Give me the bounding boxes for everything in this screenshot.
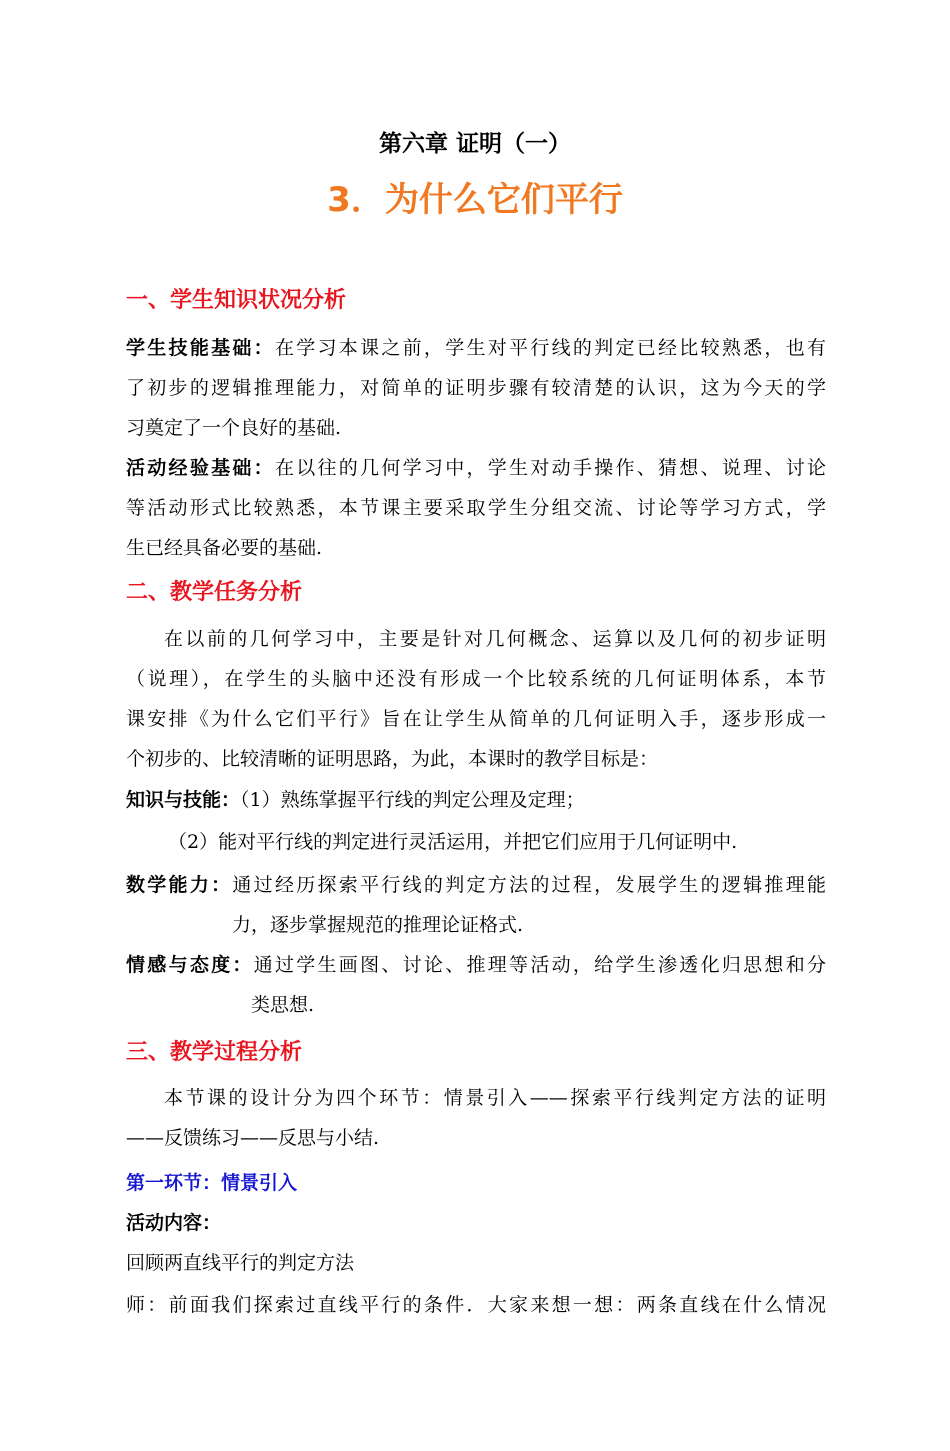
activity-label: 活动经验基础：	[126, 457, 275, 479]
activity-text-line3: 生已经具备必要的基础.	[126, 537, 323, 559]
knowledge-item1: （1）熟练掌握平行线的判定公理及定理；	[240, 789, 585, 811]
math-line1: 通过经历探索平行线的判定方法的过程，发展学生的逻辑推理能	[232, 874, 826, 896]
skills-text-line1: 在学习本课之前，学生对平行线的判定已经比较熟悉，也有	[274, 337, 826, 359]
emotion-row	[126, 950, 826, 980]
emotion-line2: 类思想.	[251, 994, 315, 1016]
activity-paragraph-line1	[126, 453, 826, 483]
emotion-line1: 通过学生画图、讨论、推理等活动，给学生渗透化归思想和分	[253, 954, 826, 976]
knowledge-item2: （2）能对平行线的判定进行灵活运用，并把它们应用于几何证明中.	[168, 831, 738, 853]
section3-heading: 三、教学过程分析	[126, 1040, 303, 1065]
task-para-line3: 课安排《为什么它们平行》旨在让学生从简单的几何证明入手，逐步形成一	[126, 708, 826, 730]
section2-heading: 二、教学任务分析	[126, 580, 303, 605]
math-row	[126, 870, 826, 900]
task-para-line4: 个初步的、比较清晰的证明思路，为此，本课时的教学目标是：	[126, 748, 659, 770]
knowledge-row	[126, 785, 826, 815]
emotion-label: 情感与态度：	[126, 954, 254, 976]
chapter-title: 第六章 证明（一）	[378, 131, 571, 157]
review-text: 回顾两直线平行的判定方法	[126, 1252, 355, 1274]
lesson-title: 3．为什么它们平行	[327, 180, 623, 220]
process-para-line1: 本节课的设计分为四个环节：情景引入——探索平行线判定方法的证明	[164, 1087, 826, 1109]
task-para-line2: （说理），在学生的头脑中还没有形成一个比较系统的几何证明体系，本节	[126, 668, 826, 690]
activity-content-label: 活动内容：	[126, 1212, 222, 1234]
skills-text-line3: 习奠定了一个良好的基础.	[126, 417, 342, 439]
math-label: 数学能力：	[126, 874, 233, 896]
skills-paragraph-line1	[126, 333, 826, 363]
teacher-text: 师：前面我们探索过直线平行的条件．大家来想一想：两条直线在什么情况	[126, 1294, 826, 1316]
activity-text-line1: 在以往的几何学习中，学生对动手操作、猜想、说理、讨论	[274, 457, 826, 479]
step1-heading: 第一环节：情景引入	[126, 1172, 298, 1194]
process-para-line2: ——反馈练习——反思与小结.	[126, 1127, 380, 1149]
knowledge-label: 知识与技能：	[126, 789, 241, 811]
math-line2: 力，逐步掌握规范的推理论证格式.	[232, 914, 524, 936]
skills-text-line2: 了初步的逻辑推理能力，对简单的证明步骤有较清楚的认识，这为今天的学	[126, 377, 826, 399]
section1-heading: 一、学生知识状况分析	[126, 288, 347, 313]
skills-label: 学生技能基础：	[126, 337, 275, 359]
task-para-line1: 在以前的几何学习中，主要是针对几何概念、运算以及几何的初步证明	[164, 628, 826, 650]
activity-text-line2: 等活动形式比较熟悉，本节课主要采取学生分组交流、讨论等学习方式，学	[126, 497, 826, 519]
